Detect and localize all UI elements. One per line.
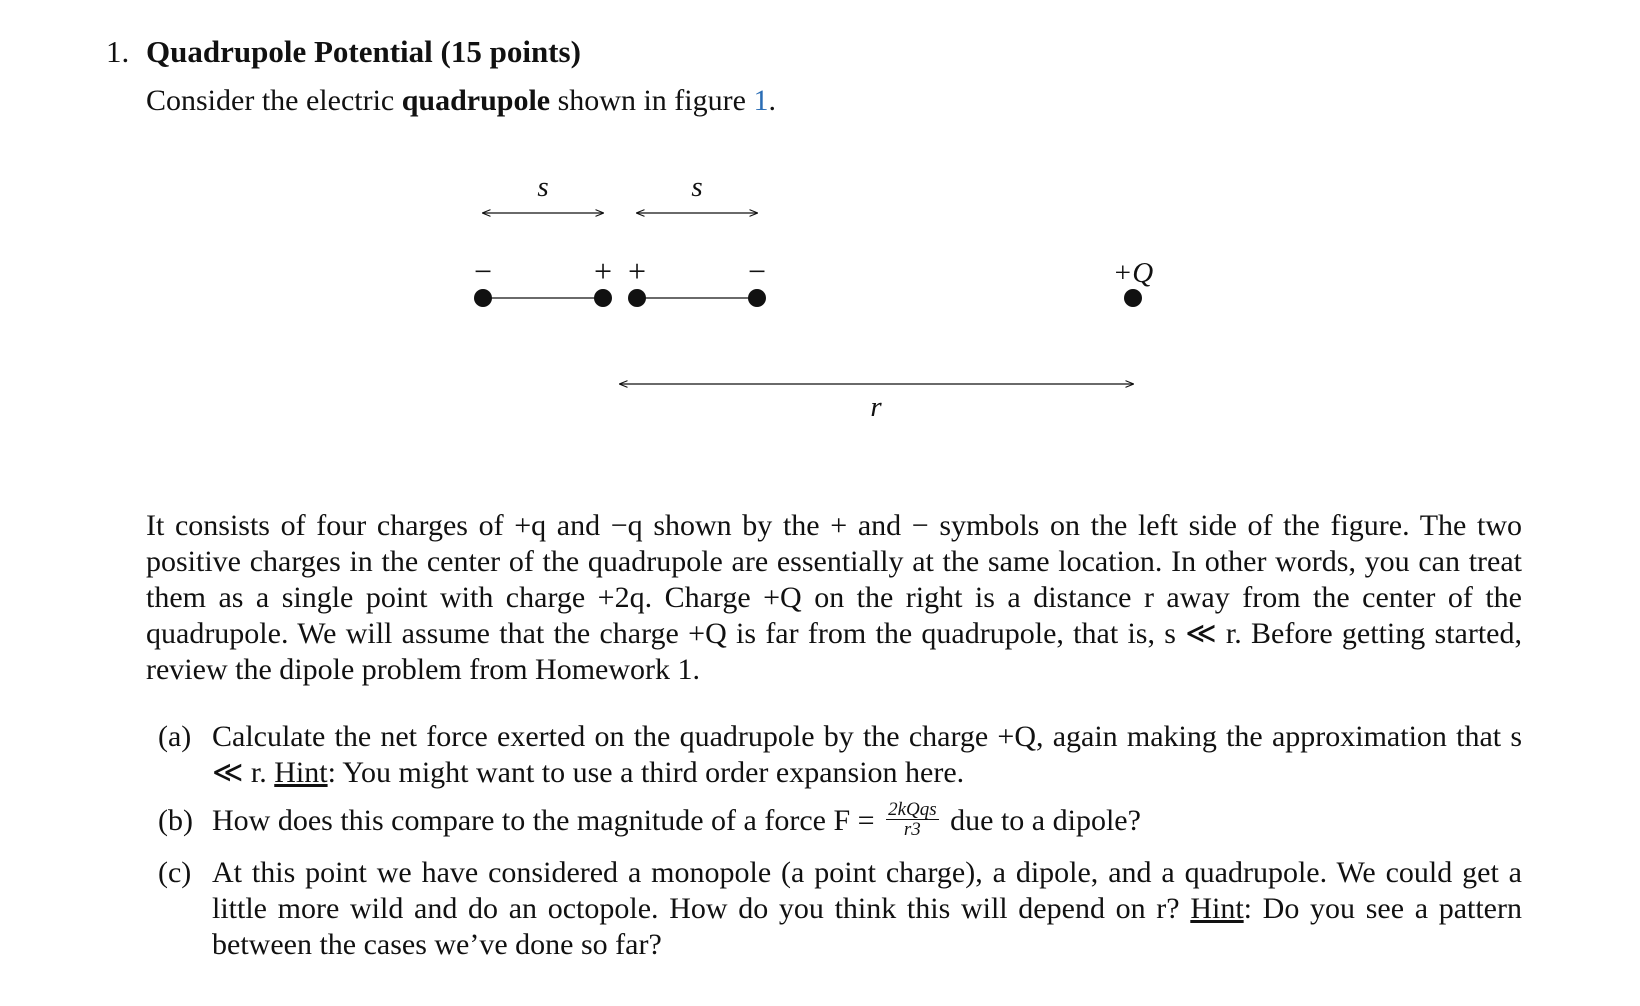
question-b-text-before: How does this compare to the magnitude of a force F = [212, 804, 883, 837]
charge-sign-1: − [473, 253, 493, 289]
far-charge-label: +Q [1112, 257, 1154, 289]
charge-sign-2: + [593, 253, 613, 289]
question-a-label: (a) [158, 720, 192, 753]
distance-label: r [870, 391, 882, 423]
charge-sign-3: + [627, 253, 647, 289]
fraction-denominator: r3 [903, 818, 921, 840]
question-c-label: (c) [158, 855, 192, 889]
charge-dot-2 [594, 289, 612, 307]
spacing-label-right: s [691, 171, 703, 203]
question-c [146, 855, 1522, 963]
far-charge-dot [1124, 289, 1142, 307]
spacing-label-left: s [537, 171, 549, 203]
question-a-text-before: Calculate the net force exerted on the quadrupole by the charge +Q, again making the approximation that s ≪ r. [212, 720, 1522, 789]
question-c-hint-label: Hint [1190, 891, 1244, 925]
question-list [146, 719, 1522, 975]
intro-text-end: . [768, 84, 776, 117]
intro-text-middle: shown in figure [550, 84, 754, 117]
question-b [146, 798, 1522, 843]
problem-number: 1. [106, 34, 130, 69]
intro-bold-term: quadrupole [401, 84, 551, 117]
fraction-numerator: 2kQqs [888, 798, 937, 820]
charge-dot-3 [628, 289, 646, 307]
figure-reference-link[interactable]: 1 [753, 84, 769, 117]
charge-dot-1 [474, 289, 492, 307]
description-text: It consists of four charges of +q and −q shown by the + and − symbols on the left side of the figure. The two positive charges in the center of the quadrupole are essentially at the same location. In other words, you can treat them as a single point with charge +2q. Charge +Q on the right is a distance r away from the center of the quadrupole. We will assume that the charge +Q is far from the quadrupole, that is, s ≪ r. Before getting started, review the dipole problem from Homework 1. [146, 509, 1522, 686]
charge-sign-4: − [747, 253, 767, 289]
question-a-text-after: : You might want to use a third order expansion here. [327, 756, 965, 789]
question-c-text-after: : Do you see a pattern between the cases we’ve done so far? [212, 891, 1522, 961]
question-c-text-before: At this point we have considered a monopole (a point charge), a dipole, and a quadrupole. We could get a little more wild and do an octopole. How do you think this will depend on r? [212, 855, 1522, 925]
question-b-label: (b) [158, 804, 193, 837]
question-a-hint-label: Hint [274, 756, 328, 789]
description-paragraph [146, 508, 1522, 688]
question-a [146, 719, 1522, 791]
intro-sentence [146, 84, 776, 118]
dipole-force-fraction [886, 800, 939, 839]
problem-title: Quadrupole Potential (15 points) [146, 34, 581, 69]
intro-text-before: Consider the electric [146, 84, 402, 117]
question-b-text-after: due to a dipole? [942, 804, 1141, 837]
charge-dot-4 [748, 289, 766, 307]
